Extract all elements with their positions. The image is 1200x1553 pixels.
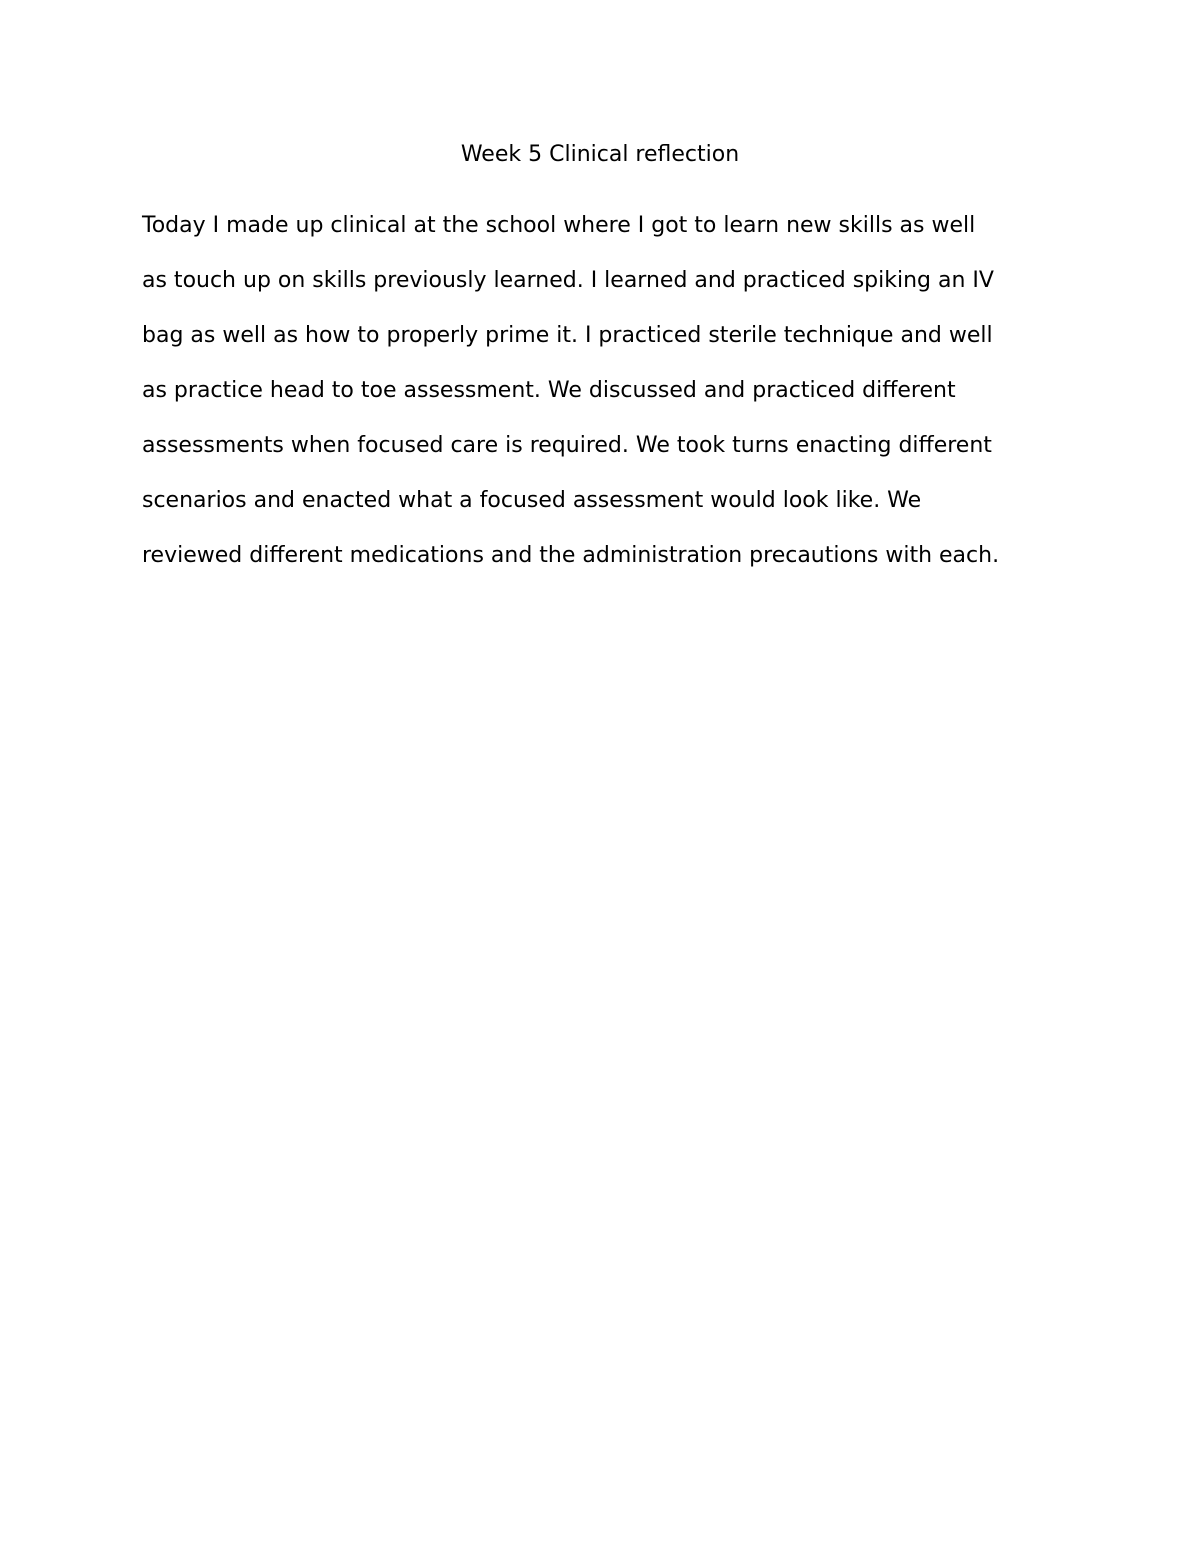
paragraph-line: assessments when focused care is required. We took turns enacting different — [142, 433, 992, 458]
paragraph-line: bag as well as how to properly prime it. I practiced sterile technique and well — [142, 323, 993, 348]
document-title: Week 5 Clinical reflection — [460, 142, 740, 167]
paragraph-line: as practice head to toe assessment. We discussed and practiced different — [142, 378, 956, 403]
paragraph-line: Today I made up clinical at the school where I got to learn new skills as well — [142, 213, 976, 238]
paragraph-line: scenarios and enacted what a focused assessment would look like. We — [142, 488, 922, 513]
reflection-paragraph — [142, 210, 1082, 595]
paragraph-line: as touch up on skills previously learned. I learned and practiced spiking an IV — [142, 268, 994, 293]
paragraph-line: reviewed different medications and the administration precautions with each. — [142, 543, 1000, 568]
